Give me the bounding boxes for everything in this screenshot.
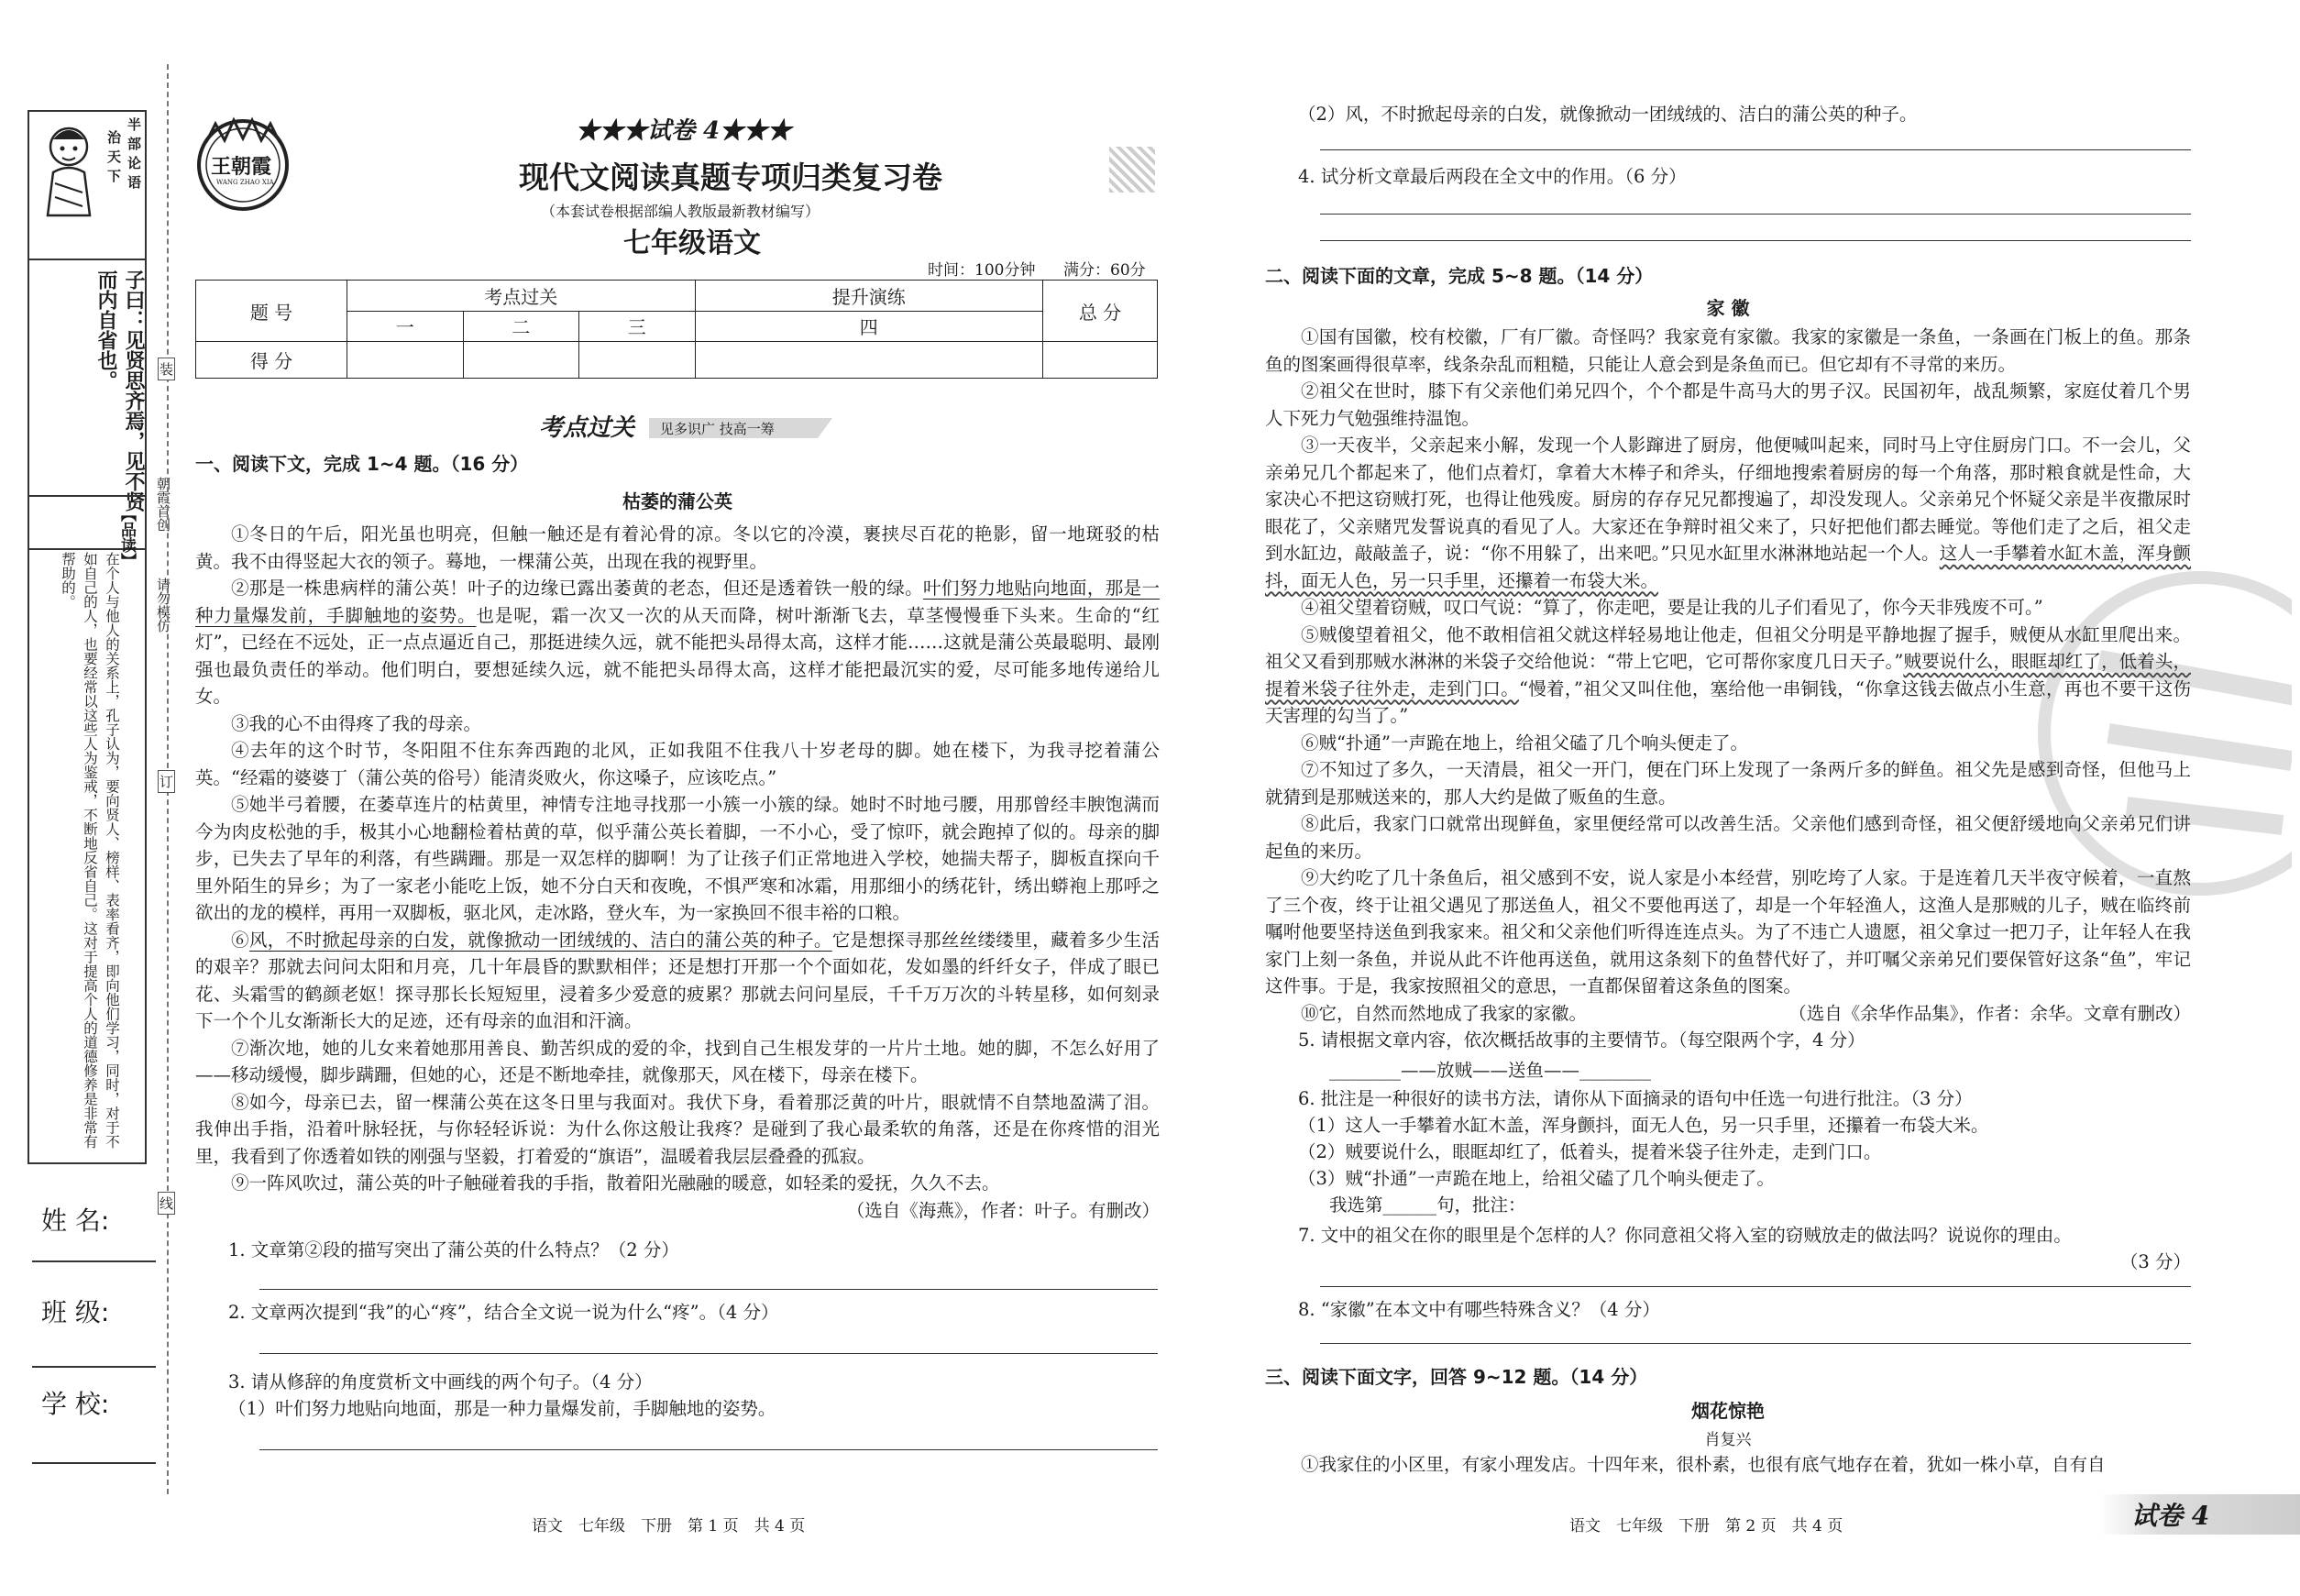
name-label: 姓 名: bbox=[41, 1205, 110, 1236]
paragraph: ③我的心不由得疼了我的母亲。 bbox=[231, 712, 482, 734]
paragraph: ①国有国徽，校有校徽，厂有厂徽。奇怪吗？我家竟有家徽。我家的家徽是一条鱼，一条画在门板上的鱼。那条鱼的图案画得很草率，线条杂乱而粗糙，只能让人意会到是条鱼而已。但它却有不寻常的来历。 bbox=[1265, 326, 2191, 375]
question-2: 2. 文章两次提到“我”的心“疼”，结合全文说一说为什么“疼”。（4 分） bbox=[228, 1302, 779, 1323]
question-7: 7. 文中的祖父在你的眼里是个怎样的人？你同意祖父将入室的窃贼放走的做法吗？说说你的理由。 bbox=[1298, 1225, 2072, 1246]
score-cell[interactable] bbox=[579, 342, 696, 379]
question-6-3: （3）贼“扑通”一声跪在地上，给祖父磕了几个响头便走了。 bbox=[1298, 1168, 1775, 1189]
score-col: 一 bbox=[347, 311, 464, 342]
question-6-1: （1）这人一手攀着水缸木盖，浑身颤抖，面无人色，另一只手里，还攥着一布袋大米。 bbox=[1298, 1115, 1989, 1136]
section-1-heading: 一、阅读下文，完成 1~4 题。（16 分） bbox=[195, 453, 529, 475]
source-citation: （选自《余华作品集》，作者：余华。文章有删改） bbox=[1788, 1002, 2191, 1024]
passage-3 bbox=[1265, 1451, 2191, 1479]
brand-sub: 治天下 bbox=[105, 130, 122, 188]
section-3-heading: 三、阅读下面文字，回答 9~12 题。（14 分） bbox=[1265, 1366, 1648, 1388]
exam-score: 满分：60分 bbox=[1063, 261, 1146, 280]
answer-line[interactable] bbox=[1320, 1343, 2191, 1344]
score-cell[interactable] bbox=[695, 342, 1043, 379]
mascot-icon bbox=[37, 119, 101, 220]
marked-sentence: 贼要说什么，眼眶却红了，低着头，提着米袋子往外走，走到门口。 bbox=[1265, 651, 2191, 699]
answer-line[interactable] bbox=[1320, 1286, 2191, 1287]
footer-left: 语文 七年级 下册 第 1 页 共 4 页 bbox=[532, 1517, 806, 1535]
answer-line[interactable] bbox=[259, 1449, 1158, 1450]
question-6-2: （2）贼要说什么，眼眶却红了，低着头，提着米袋子往外走，走到门口。 bbox=[1298, 1141, 1882, 1162]
sidebar-quote-box bbox=[28, 110, 147, 550]
brand-chars: 半部论语 bbox=[126, 117, 142, 194]
paper-number: ★★★试卷 4★★★ bbox=[576, 117, 792, 145]
seal-mark-3: 线 bbox=[158, 1192, 175, 1215]
section-2-heading: 二、阅读下面的文章，完成 5~8 题。（14 分） bbox=[1265, 265, 1654, 287]
paragraph: ⑦渐次地，她的儿女来着她那用善良、勤苦织成的爱的伞，找到自己生根发芽的一片片土地。她的脚，不怎么好用了——移动缓慢，脚步蹒跚，但她的心，还是不断地牵挂，就像那天，风在楼下，母亲在楼下。 bbox=[195, 1037, 1160, 1085]
motto-1: 朝霞首创 bbox=[155, 477, 171, 532]
paragraph: ⑥风，不时掀起母亲的白发，就像掀动一团绒绒的、洁白的蒲公英的种子。它是想探寻那丝丝缕缕里，藏着多少生活的艰辛？那就去问问太阳和月亮，几十年晨昏的默默相伴；还是想打开那一个个面如花，发如墨的纤纤女子，伴成了眼已花、头霜雪的鹤颜老妪！探寻那长长短短里，浸着多少爱意的疲累？那就去问问星辰，千千万万次的斗转星移，如何刻录下一个个儿女渐渐长大的足迹，还有母亲的血泪和汗滴。 bbox=[195, 929, 1160, 1031]
score-table bbox=[195, 280, 1158, 379]
question-4: 4. 试分析文章最后两段在全文中的作用。（6 分） bbox=[1298, 166, 1687, 187]
paragraph: ⑤贼傻望着祖父，他不敢相信祖父就这样轻易地让他走，但祖父分明是平静地握了握手，贼便从水缸里爬出来。祖父又看到那贼水淋淋的米袋子交给他说：“带上它吧，它可帮你家度几日天子。”贼要说什么，眼眶却红了，低着头，提着米袋子往外走，走到门口。“慢着，”祖父又叫住他，塞给他一串铜钱，“你拿这钱去做点小生意，再也不要干这伤天害理的勾当了。” bbox=[1265, 623, 2191, 726]
section-3-author: 肖复兴 bbox=[1704, 1431, 1752, 1449]
comment-label: 【品读】 bbox=[117, 506, 136, 568]
section-3-title: 烟花惊艳 bbox=[1691, 1400, 1765, 1422]
banner-main: 考点过关 bbox=[539, 414, 635, 442]
score-header-no: 题 号 bbox=[196, 281, 347, 342]
banner-sub: 见多识广 技高一筹 bbox=[660, 421, 775, 437]
paragraph: ⑤她半弓着腰，在萎草连片的枯黄里，神情专注地寻找那一小簇一小簇的绿。她时不时地弓腰，用那曾经丰腴饱满而今为肉皮松弛的手，极其小心地翻检着枯黄的草，似乎蒲公英长着脚，一不小心，受了惊吓，就会跑掉了似的。母亲的脚步，已失去了早年的利落，有些蹒跚。那是一双怎样的脚啊！为了让孩子们正常地进入学校，她揣夫帮子，脚板直探向千里外陌生的异乡；为了一家老小能吃上饭，她不分白天和夜晚，不惧严寒和冰霜，用那细小的绣花针，绣出蟒袍上那呼之欲出的龙的模样，再用一双脚板，驱北风，走冰路，登火车，为一家换回不很丰裕的口粮。 bbox=[195, 794, 1160, 923]
answer-line[interactable] bbox=[259, 1353, 1158, 1354]
score-header-kd: 考点过关 bbox=[347, 281, 696, 312]
answer-line[interactable] bbox=[259, 1289, 1158, 1290]
seal-mark-2: 订 bbox=[158, 770, 175, 793]
motto-2: 请勿模仿 bbox=[155, 578, 171, 633]
quote-line-a: 而内自省也。 bbox=[94, 270, 117, 391]
question-6-choice[interactable]: 我选第______句，批注： bbox=[1329, 1194, 1526, 1216]
watermark-icon bbox=[2017, 550, 2292, 917]
exam-time: 时间：100分钟 bbox=[928, 261, 1036, 280]
class-label: 班 级: bbox=[41, 1297, 110, 1327]
paragraph: ⑧如今，母亲已去，留一棵蒲公英在这冬日里与我面对。我伏下身，看着那泛黄的叶片，眼就情不自禁地盈满了泪。我伸出手指，沿着叶脉轻抚，与你轻轻诉说：为什么你这般让我疼？是碰到了我心最柔软的角落，还是在你疼惜的泪光里，我看到了你透着如铁的刚强与坚毅，打着爱的“旗语”，温暖着我层层叠叠的孤寂。 bbox=[195, 1091, 1160, 1167]
score-col: 三 bbox=[579, 311, 696, 342]
question-7-score: （3 分） bbox=[2119, 1251, 2191, 1272]
paragraph: ⑩它，自然而然地成了我家的家徽。 （选自《余华作品集》，作者：余华。文章有删改） bbox=[1265, 1000, 2191, 1028]
section-2-title: 家 徽 bbox=[1706, 297, 1750, 319]
sidebar bbox=[0, 64, 174, 1494]
paragraph: ⑨大约吃了几十条鱼后，祖父感到不安，说人家是小本经营，别吃垮了人家。于是连着几天半夜守候着，一直熬了三个夜，终于让祖父遇见了那送鱼人，祖父不要他再送了，却是一个年轻渔人，这渔人是那贼的儿子，贼在临终前嘱咐他要坚持送鱼到我家来。祖父和父亲他们听得连连点头。为了不违亡人遗愿，祖父拿过一把刀子，让年轻人在我家门上刻一条鱼，并说从此不许他再送鱼，就用这条刻下的鱼替代好了，并叮嘱父亲弟兄们要保管好这条“鱼”，牢记这件事。于是，我家按照祖父的意思，一直都保留着这条鱼的图案。 bbox=[1265, 867, 2191, 996]
paragraph: ①我家住的小区里，有家小理发店。十四年来，很朴素，也很有底气地存在着，犹如一株小草，自有自 bbox=[1301, 1454, 2106, 1475]
paragraph: ④去年的这个时节，冬阳阻不住东奔西跑的北风，正如我阻不住我八十岁老母的脚。她在楼下，为我寻挖着蒲公英。“经霜的婆婆丁（蒲公英的俗号）能清炎败火，你这嗓子，应该吃点。” bbox=[195, 740, 1160, 788]
score-cell[interactable] bbox=[347, 342, 464, 379]
logo-sub: WANG ZHAO XIA bbox=[216, 179, 274, 186]
passage-1 bbox=[195, 521, 1160, 1224]
header-stripe bbox=[1109, 147, 1155, 193]
question-3: 3. 请从修辞的角度赏析文中画线的两个句子。（4 分） bbox=[228, 1371, 653, 1392]
school-field[interactable] bbox=[32, 1462, 156, 1464]
paragraph: ⑧此后，我家门口就常出现鲜鱼，家里便经常可以改善生活。父亲他们感到奇怪，祖父便舒缓地向父亲弟兄们讲起鱼的来历。 bbox=[1265, 813, 2191, 862]
score-cell[interactable] bbox=[463, 342, 579, 379]
school-label: 学 校: bbox=[41, 1389, 110, 1419]
question-1: 1. 文章第②段的描写突出了蒲公英的什么特点？（2 分） bbox=[228, 1239, 679, 1260]
seal-mark-1: 装 bbox=[158, 358, 175, 380]
score-col: 二 bbox=[463, 311, 579, 342]
quote-line-b: 子曰：见贤思齐焉，见不贤 bbox=[122, 270, 145, 512]
left-column bbox=[195, 449, 1160, 1450]
footer-badge: 试卷 4 bbox=[2131, 1501, 2210, 1531]
comment-text: 在个人与他人的关系上，孔子认为，要向贤人、榜样、表率看齐，即向他们学习，同时，对于不如自己的人，也要经常以这些人为鉴戒，不断地反省自己。这对于提高个人的道德修养是非常有帮助的。 bbox=[60, 552, 120, 1149]
paragraph: ⑦不知过了多久，一天清晨，祖父一开门，便在门环上发现了一条两斤多的鲜鱼。祖父先是感到奇怪，但他马上就猜到是那贼送来的，那人大约是做了贩鱼的生意。 bbox=[1265, 759, 2191, 808]
underlined-sentence: 风，不时掀起母亲的白发，就像掀动一团绒绒的、洁白的蒲公英的种子。 bbox=[248, 929, 832, 951]
logo-text: 王朝霞 bbox=[211, 155, 272, 179]
class-field[interactable] bbox=[32, 1366, 156, 1368]
question-8: 8. “家徽”在本文中有哪些特殊含义？（4 分） bbox=[1298, 1299, 1660, 1320]
paper-title: 现代文阅读真题专项归类复习卷 bbox=[519, 160, 942, 195]
answer-line[interactable] bbox=[1320, 149, 2191, 150]
marked-sentence: 这人一手攀着水缸木盖，浑身颤抖，面无人色，另一只手里，还攥着一布袋大米。 bbox=[1265, 543, 2191, 591]
score-header-ts: 提升演练 bbox=[695, 281, 1043, 312]
paragraph: ③一天夜半，父亲起来小解，发现一个人影蹿进了厨房，他便喊叫起来，同时马上守住厨房门口。不一会儿，父亲弟兄几个都起来了，他们点着灯，拿着大木棒子和斧头，仔细地搜索着厨房的每一个角落，那时粮食就是性命，大家决心不把这窃贼打死，也得让他残废。厨房的存存兄兄都搜遍了，却没发现人。父亲弟兄个怀疑父亲是半夜撒尿时眼花了，父亲赌咒发誓说真的看见了人。大家还在争辩时祖父来了，只好把他们都去睡觉。等他们走了之后，祖父走到水缸边，敲敲盖子，说：“你不用躲了，出来吧。”只见水缸里水淋淋地站起一个人。这人一手攀着水缸木盖，浑身颤抖，面无人色，另一只手里，还攥着一布袋大米。 bbox=[1265, 435, 2191, 591]
paragraph: ⑨一阵风吹过，蒲公英的叶子触碰着我的手指，散着阳光融融的暖意，如轻柔的爱抚，久久不去。 bbox=[231, 1172, 1000, 1194]
question-6: 6. 批注是一种很好的读书方法，请你从下面摘录的语句中任选一句进行批注。（3 分） bbox=[1298, 1088, 1973, 1109]
score-col: 四 bbox=[695, 311, 1043, 342]
paragraph: ②那是一株患病样的蒲公英！叶子的边缘已露出萎黄的老态，但还是透着铁一般的绿。叶们努力地贴向地面，那是一种力量爆发前，手脚触地的姿势。也是呢，霜一次又一次的从天而降，树叶渐渐飞去，草茎慢慢垂下头来。生命的“红灯”，已经在不远处，正一点点逼近自己，那挺进续久远，就不能把头昂得太高，这样才能……这就是蒲公英最聪明、最刚强也最负责任的举动。他们明白，要想延续久远，就不能把头昂得太高，这样才能把最沉实的爱，尽可能多地传递给儿女。 bbox=[195, 578, 1160, 707]
paper-subject: 七年级语文 bbox=[623, 227, 761, 259]
paragraph: ①冬日的午后，阳光虽也明亮，但触一触还是有着沁骨的凉。冬以它的冷漠，裹挟尽百花的艳影，留一地斑驳的枯黄。我不由得竖起大衣的领子。蓦地，一棵蒲公英，出现在我的视野里。 bbox=[195, 523, 1160, 572]
name-field[interactable] bbox=[32, 1260, 156, 1262]
section-1-title: 枯萎的蒲公英 bbox=[622, 490, 732, 512]
answer-line[interactable] bbox=[1320, 214, 2191, 215]
footer-right: 语文 七年级 下册 第 2 页 共 4 页 bbox=[1569, 1517, 1843, 1535]
comment-box bbox=[28, 495, 147, 1164]
paragraph: ⑥贼“扑通”一声跪在地上，给祖父磕了几个响头便走了。 bbox=[1301, 732, 1748, 754]
logo bbox=[193, 115, 293, 215]
source-citation: （选自《海燕》，作者：叶子。有删改） bbox=[846, 1199, 1160, 1221]
answer-line[interactable] bbox=[1320, 240, 2191, 241]
score-header-total: 总 分 bbox=[1043, 281, 1158, 342]
question-5-blanks[interactable]: ________——放贼——送鱼——________ bbox=[1329, 1060, 1652, 1081]
question-3-1: （1）叶们努力地贴向地面，那是一种力量爆发前，手脚触地的姿势。 bbox=[228, 1398, 776, 1419]
score-header-score: 得 分 bbox=[196, 342, 347, 379]
section-banner bbox=[532, 411, 834, 444]
paragraph: ②祖父在世时，膝下有父亲他们弟兄四个，个个都是牛高马大的男子汉。民国初年，战乱频繁，家庭仗着几个男人下死力气勉强维持温饱。 bbox=[1265, 380, 2191, 429]
question-3-2: （2）风，不时掀起母亲的白发，就像掀动一团绒绒的、洁白的蒲公英的种子。 bbox=[1298, 104, 1918, 125]
paragraph: ④祖父望着窃贼，叹口气说：“算了，你走吧，要是让我的儿子们看见了，你今天非残废不可。” bbox=[1301, 597, 2043, 618]
score-cell[interactable] bbox=[1043, 342, 1158, 379]
question-5: 5. 请根据文章内容，依次概括故事的主要情节。（每空限两个字，4 分） bbox=[1298, 1029, 1865, 1051]
underlined-sentence: 叶们努力地贴向地面，那是一种力量爆发前，手脚触地的姿势。 bbox=[195, 578, 1160, 626]
paper-note: （本套试卷根据部编人教版最新教材编写） bbox=[541, 203, 820, 220]
